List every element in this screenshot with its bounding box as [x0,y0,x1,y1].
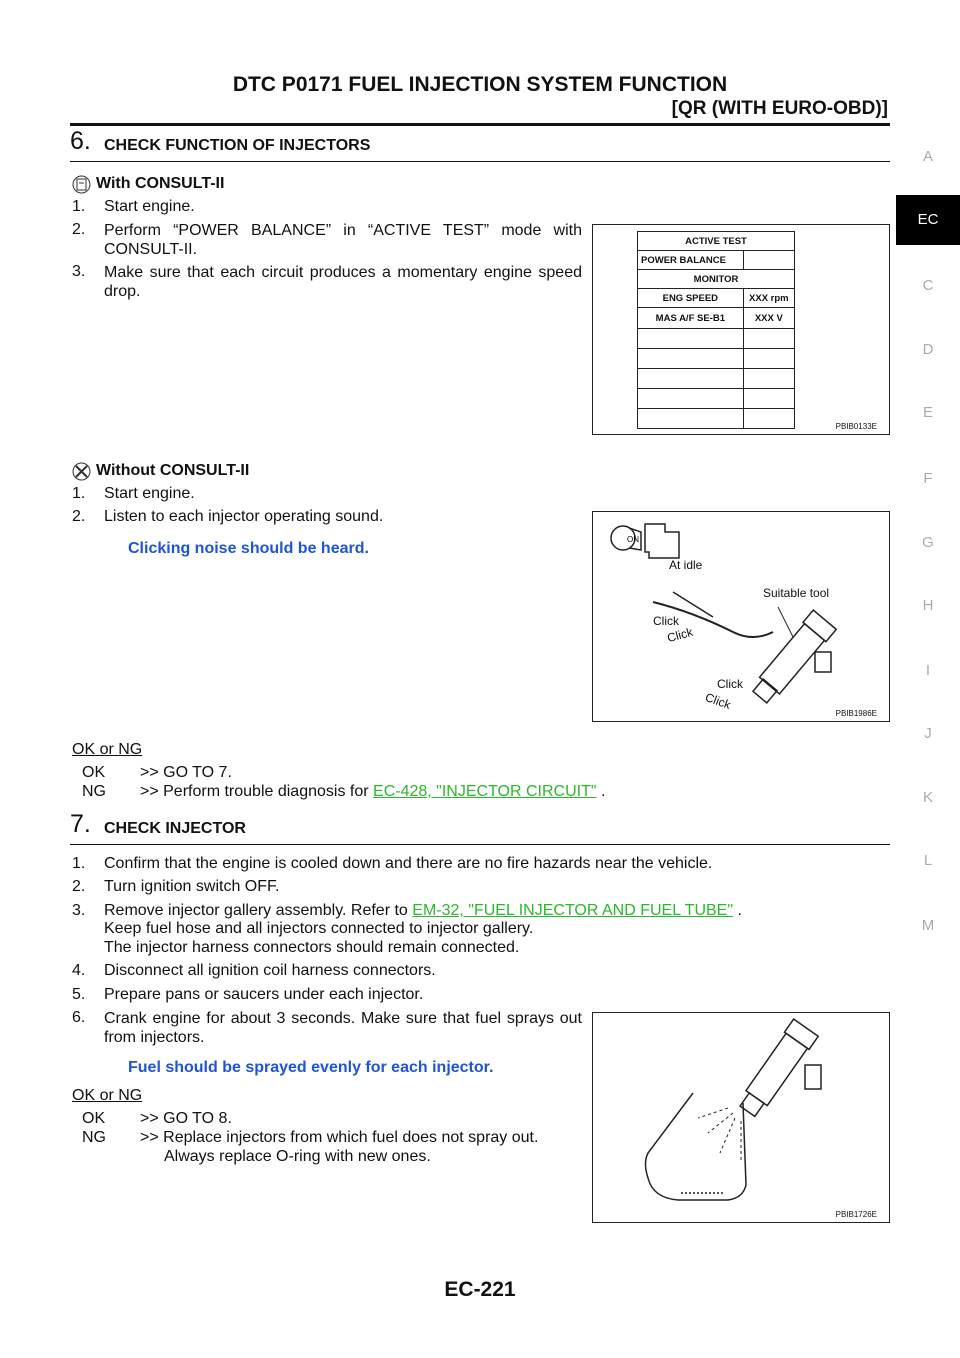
ng-label: NG [82,1129,106,1146]
click-label: Click [703,689,733,713]
step-num: 2. [72,221,86,238]
step-text: Perform “POWER BALANCE” in “ACTIVE TEST” mode with CONSULT-II. [104,222,582,258]
tab-e[interactable]: E [922,404,933,421]
figure-id: PBIB1986E [835,709,877,718]
step-text: Confirm that the engine is cooled down and there are no fire hazards near the vehicle. [104,855,713,872]
step-num: 6. [72,1009,86,1026]
step-num: 3. [72,902,86,919]
without-consult-label: Without CONSULT-II [96,462,250,479]
step-text: Keep fuel hose and all injectors connected to injector gallery. [104,920,534,937]
step-num: 3. [72,263,86,280]
expected-result: Fuel should be sprayed evenly for each injector. [128,1059,494,1076]
page-subtitle: [QR (WITH EURO-OBD)] [671,98,888,119]
tab-c[interactable]: C [922,277,934,294]
ng-action: >> Replace injectors from which fuel does not spray out. [140,1129,539,1146]
at-idle-label: At idle [669,558,703,572]
figure-id: PBIB1726E [835,1210,877,1219]
step-text: Disconnect all ignition coil harness connectors. [104,962,436,979]
step-num: 2. [72,508,86,525]
divider [70,844,890,845]
table-cell: MONITOR [638,270,795,289]
step-num: 2. [72,878,86,895]
tab-d[interactable]: D [922,341,934,358]
suitable-tool-label: Suitable tool [763,586,830,600]
tab-ec[interactable]: EC [896,195,960,245]
ng-action [140,783,605,801]
tab-i[interactable]: I [925,662,931,679]
table-cell: POWER BALANCE [638,251,744,270]
step-heading: CHECK FUNCTION OF INJECTORS [104,137,371,154]
click-label: Click [665,624,695,646]
tab-h[interactable]: H [922,597,934,614]
ng-text: >> Perform trouble diagnosis for [140,783,374,800]
step-text [104,902,742,920]
tab-m[interactable]: M [921,917,935,934]
ng-text-end: . [596,783,606,800]
step-num: 4. [72,962,86,979]
step-text: Start engine. [104,198,195,215]
on-label: ON [627,535,639,544]
page-number: EC-221 [444,1278,516,1301]
step-number: 6. [70,127,91,155]
ok-label: OK [82,764,106,781]
active-test-table [637,231,795,429]
consult-screen-figure [592,224,890,435]
ok-action: >> GO TO 7. [140,764,232,781]
tab-j[interactable]: J [924,725,932,742]
step-num: 1. [72,198,86,215]
tab-l[interactable]: L [923,852,933,869]
tab-k[interactable]: K [922,789,933,806]
click-label: Click [717,677,743,691]
table-cell: XXX rpm [743,289,794,308]
with-consult-label: With CONSULT-II [96,175,225,192]
step-text: The injector harness connectors should remain connected. [104,939,520,956]
step-number: 7. [70,810,91,838]
ng-action-note: Always replace O-ring with new ones. [164,1148,431,1165]
step-heading: CHECK INJECTOR [104,820,246,837]
step-text: Make sure that each circuit produces a momentary engine speed drop. [104,264,582,300]
consult-icon [72,175,91,194]
ng-label: NG [82,783,106,800]
step-text-part: . [733,902,742,919]
step-text: Crank engine for about 3 seconds. Make sure that fuel sprays out from injectors. [104,1010,582,1046]
table-cell: ACTIVE TEST [638,232,795,251]
step-text: Listen to each injector operating sound. [104,508,384,525]
tab-a[interactable]: A [922,148,933,165]
fuel-injector-link[interactable]: EM-32, "FUEL INJECTOR AND FUEL TUBE" [412,902,734,919]
tab-g[interactable]: G [922,534,934,551]
click-label: Click [653,614,679,628]
injector-spray-illustration [593,1013,889,1222]
ok-label: OK [82,1110,106,1127]
step-text: Start engine. [104,485,195,502]
ok-action: >> GO TO 8. [140,1110,232,1127]
no-consult-icon [72,462,91,481]
injector-circuit-link[interactable]: EC-428, "INJECTOR CIRCUIT" [373,783,597,800]
step-num: 1. [72,485,86,502]
tab-f[interactable]: F [923,470,933,487]
step-num: 5. [72,986,86,1003]
step-text: Turn ignition switch OFF. [104,878,280,895]
table-cell: MAS A/F SE-B1 [638,308,744,329]
divider [70,161,890,162]
ok-ng-label: OK or NG [72,741,143,758]
expected-result: Clicking noise should be heard. [128,540,369,557]
table-cell: XXX V [743,308,794,329]
step-text: Prepare pans or saucers under each injector. [104,986,424,1003]
table-cell [743,251,794,270]
injector-sound-figure [592,511,890,722]
fuel-spray-figure [592,1012,890,1223]
table-cell: ENG SPEED [638,289,744,308]
step-text-part: Remove injector gallery assembly. Refer to [104,902,413,919]
header-rule [70,123,890,126]
figure-id: PBIB0133E [835,422,877,431]
page-title: DTC P0171 FUEL INJECTION SYSTEM FUNCTION [232,73,728,96]
step-num: 1. [72,855,86,872]
ok-ng-label: OK or NG [72,1087,143,1104]
